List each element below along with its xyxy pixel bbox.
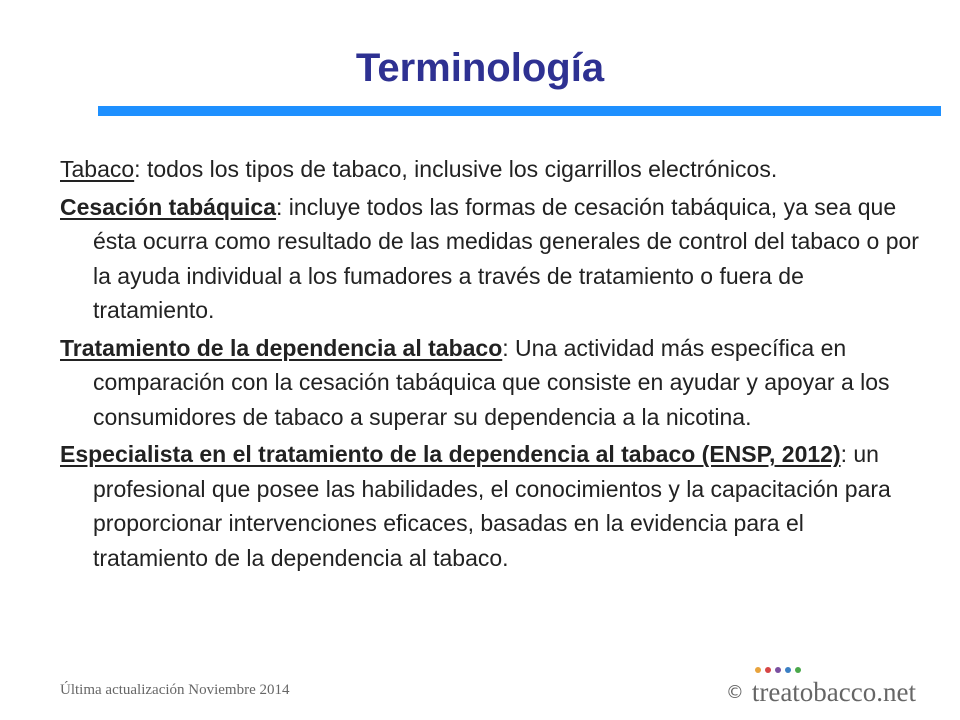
definition-item-especialista xyxy=(60,437,920,575)
copyright-icon: © xyxy=(725,682,744,703)
definition-term: Tabaco xyxy=(60,156,135,182)
footer-last-updated: Última actualización Noviembre 2014 xyxy=(60,682,290,698)
definition-item-cesacion xyxy=(60,190,920,328)
definition-description: : todos los tipos de tabaco, inclusive los cigarrillos electrónicos. xyxy=(134,156,778,182)
slide-title: Terminología xyxy=(355,46,605,90)
logo-dot xyxy=(775,667,781,673)
logo-dot xyxy=(785,667,791,673)
footer-brand xyxy=(726,666,916,706)
definition-term: Cesación tabáquica xyxy=(60,193,277,220)
definition-term: Especialista en el tratamiento de la dependencia al tabaco (ENSP, 2012) xyxy=(60,441,841,467)
definitions-list xyxy=(60,152,920,578)
logo-dots-icon xyxy=(755,667,801,673)
title-underline-bar xyxy=(98,106,941,116)
treatobacco-logo xyxy=(752,679,916,706)
logo-dot xyxy=(765,667,771,673)
logo-dot xyxy=(795,667,801,673)
definition-description: : incluye todos las formas de cesación tabáquica, ya sea que ésta ocurra como resultado de las medidas generales de control del tabaco o por la ayuda individual a los fumadores a través de tratamiento o fuera de tratamiento. xyxy=(93,193,919,323)
definition-item-tratamiento xyxy=(60,331,920,435)
definition-item-tabaco xyxy=(60,152,920,187)
definition-description: : un profesional que posee las habilidades, el conocimientos y la capacitación para proporcionar intervenciones eficaces, basadas en la evidencia para el tratamiento de la dependencia al tabaco. xyxy=(93,441,891,571)
definition-description: : Una actividad más específica en comparación con la cesación tabáquica que consiste en ayudar y apoyar a los consumidores de tabaco a superar su dependencia a la nicotina. xyxy=(93,334,890,430)
logo-text: treatobacco.net xyxy=(751,677,916,707)
logo-dot xyxy=(755,667,761,673)
definition-term: Tratamiento de la dependencia al tabaco xyxy=(60,334,503,361)
